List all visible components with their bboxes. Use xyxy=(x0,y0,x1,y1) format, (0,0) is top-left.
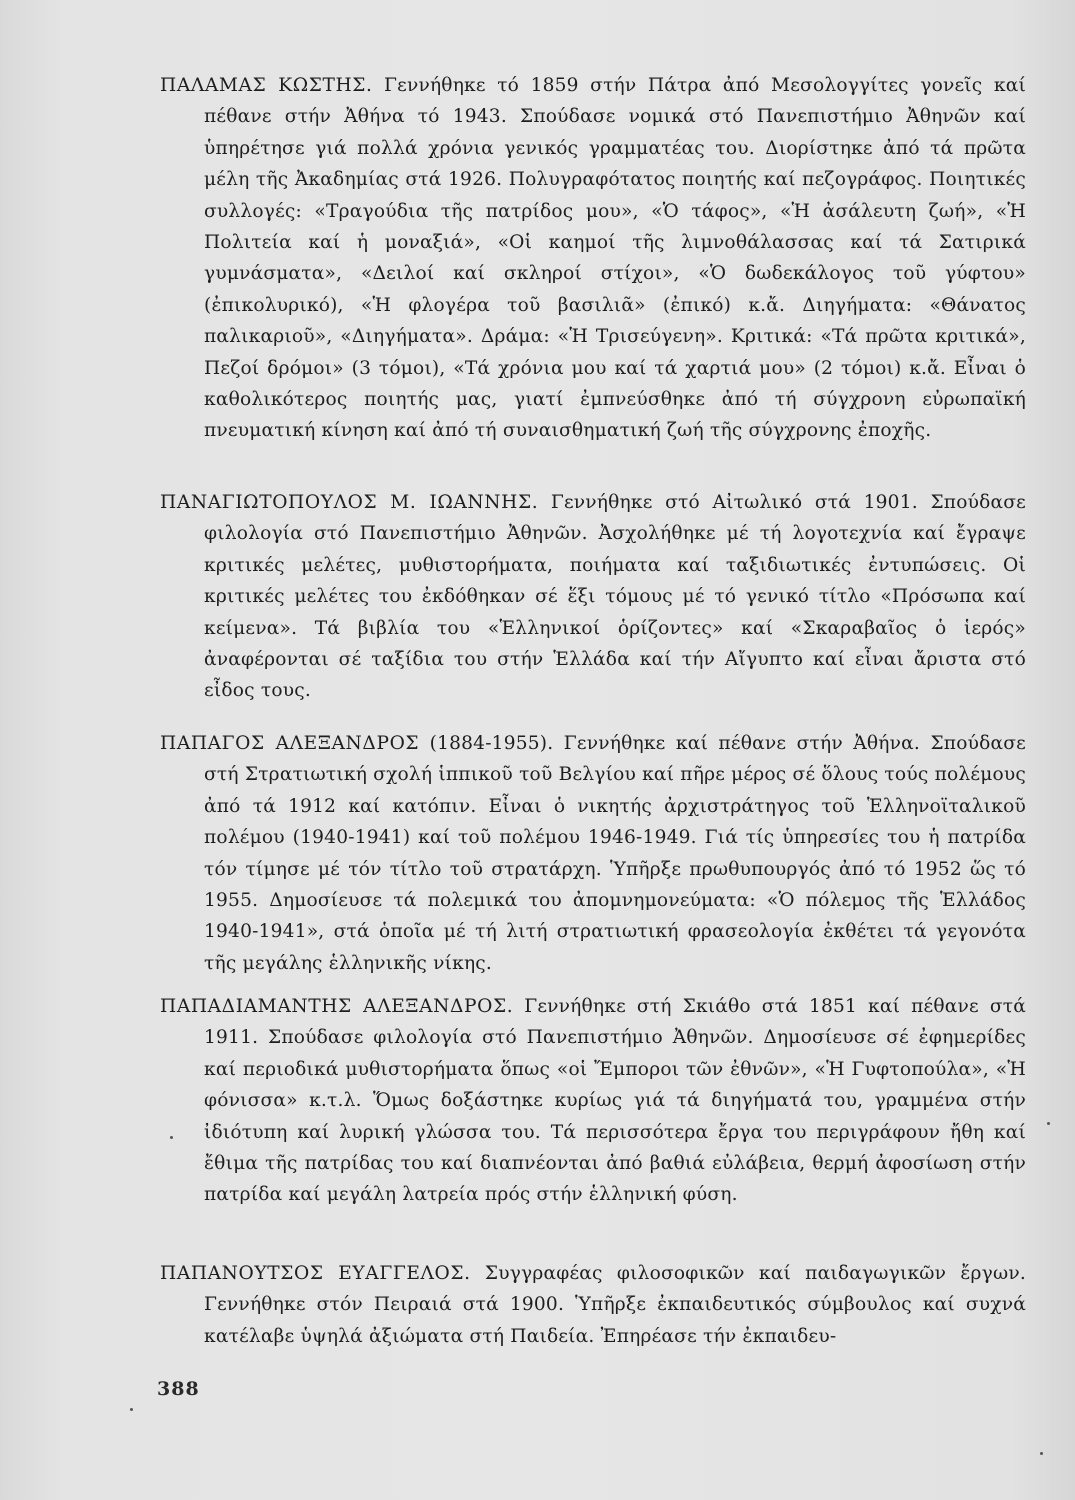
entry-body: Συγγραφέας φιλοσοφικῶν καί παιδαγωγικῶν ἔργων. Γεννήθηκε στόν Πειραιά στά 1900. Ὑπῆρξε ἐκπαιδευτικός σύμβουλος καί συχνά κατέλαβε ὑψηλά ἀξιώματα στή Παιδεία. Ἐπηρέασε τήν ἐκπαιδευ- xyxy=(204,1263,1026,1347)
biography-entry-panagiotopoulos xyxy=(160,487,1026,707)
entry-heading: ΠΑΛΑΜΑΣ ΚΩΣΤΗΣ. xyxy=(160,75,373,96)
biography-entry-papagos xyxy=(160,728,1026,979)
page-number: 388 xyxy=(157,1378,200,1400)
entry-heading: ΠΑΠΑΔΙΑΜΑΝΤΗΣ ΑΛΕΞΑΝΔΡΟΣ. xyxy=(160,996,514,1017)
entry-heading: ΠΑΠΑΝΟΥΤΣΟΣ ΕΥΑΓΓΕΛΟΣ. xyxy=(160,1263,471,1284)
entry-body: (1884-1955). Γεννήθηκε καί πέθανε στήν Ἀθήνα. Σπούδασε στή Στρατιωτική σχολή ἱππικοῦ τοῦ Βελγίου καί πῆρε μέρος σέ ὅλους τούς πολέμους ἀπό τά 1912 καί κατόπιν. Εἶναι ὁ νικητής ἀρχιστράτηγος τοῦ Ἑλληνοϊταλικοῦ πολέμου (1940-1941) καί τοῦ πολέμου 1946-1949. Γιά τίς ὑπηρεσίες του ἡ πατρίδα τόν τίμησε μέ τόν τίτλο τοῦ στρατάρχη. Ὑπῆρξε πρωθυπουργός ἀπό τό 1952 ὥς τό 1955. Δημοσίευσε τά πολεμικά του ἀπομνημονεύματα: «Ὁ πόλεμος τῆς Ἑλλάδος 1940-1941», στά ὁποῖα μέ τή λιτή στρατιωτική φρασεολογία ἐκθέτει τά γεγονότα τῆς μεγάλης ἑλληνικῆς νίκης. xyxy=(204,733,1027,974)
paper-speck xyxy=(1040,1452,1043,1455)
biography-entry-papanoutsos xyxy=(160,1258,1026,1352)
biography-entry-papadiamantis xyxy=(160,991,1026,1211)
entry-body: Γεννήθηκε στό Αἰτωλικό στά 1901. Σπούδασε φιλολογία στό Πανεπιστήμιο Ἀθηνῶν. Ἀσχολήθηκε μέ τή λογοτεχνία καί ἔγραψε κριτικές μελέτες, μυθιστορήματα, ποιήματα καί ταξιδιωτικές ἐντυπώσεις. Οἱ κριτικές μελέτες του ἐκδόθηκαν σέ ἕξι τόμους μέ τό γενικό τίτλο «Πρόσωπα καί κείμενα». Τά βιβλία του «Ἑλληνικοί ὁρίζοντες» καί «Σκαραβαῖος ὁ ἱερός» ἀναφέρονται σέ ταξίδια του στήν Ἑλλάδα καί τήν Αἴγυπτο καί εἶναι ἄριστα στό εἶδος τους. xyxy=(204,492,1027,702)
entry-body: Γεννήθηκε τό 1859 στήν Πάτρα ἀπό Μεσολογγίτες γονεῖς καί πέθανε στήν Ἀθήνα τό 1943. Σπούδασε νομικά στό Πανεπιστήμιο Ἀθηνῶν καί ὑπηρέτησε γιά πολλά χρόνια γενικός γραμματέας του. Διορίστηκε ἀπό τά πρῶτα μέλη τῆς Ἀκαδημίας στά 1926. Πολυγραφότατος ποιητής καί πεζογράφος. Ποιητικές συλλογές: «Τραγούδια τῆς πατρίδος μου», «Ὁ τάφος», «Ἡ ἀσάλευτη ζωή», «Ἡ Πολιτεία καί ἡ μοναξιά», «Οἱ καημοί τῆς λιμνοθάλασσας καί τά Σατιρικά γυμνάσματα», «Δειλοί καί σκληροί στίχοι», «Ὁ δωδεκάλογος τοῦ γύφτου» (ἐπικολυρικό), «Ἡ φλογέρα τοῦ βασιλιᾶ» (ἐπικό) κ.ἄ. Διηγήματα: «Θάνατος παλικαριοῦ», «Διηγήματα». Δράμα: «Ἡ Τρισεύγενη». Κριτικά: «Τά πρῶτα κριτικά», Πεζοί δρόμοι» (3 τόμοι), «Τά χρόνια μου καί τά χαρτιά μου» (2 τόμοι) κ.ἄ. Εἶναι ὁ καθολικότερος ποιητής μας, γιατί ἐμπνεύσθηκε ἀπό τή σύγχρονη εὐρωπαϊκή πνευματική κίνηση καί ἀπό τή συναισθηματική ζωή τῆς σύγχρονης ἐποχῆς. xyxy=(204,75,1026,442)
paper-speck xyxy=(170,1136,173,1139)
biography-entry-palamas xyxy=(160,70,1026,447)
entry-heading: ΠΑΠΑΓΟΣ ΑΛΕΞΑΝΔΡΟΣ xyxy=(160,733,420,754)
entry-body: Γεννήθηκε στή Σκιάθο στά 1851 καί πέθανε στά 1911. Σπούδασε φιλολογία στό Πανεπιστήμιο Ἀθηνῶν. Δημοσίευσε σέ ἐφημερίδες καί περιοδικά μυθιστορήματα ὅπως «οἱ Ἔμποροι τῶν ἐθνῶν», «Ἡ Γυφτοπούλα», «Ἡ φόνισσα» κ.τ.λ. Ὅμως δοξάστηκε κυρίως γιά τά διηγήματά του, γραμμένα στήν ἰδιότυπη καί λυρική γλώσσα του. Τά περισσότερα ἔργα του περιγράφουν ἤθη καί ἔθιμα τῆς πατρίδας του καί διαπνέονται ἀπό βαθιά εὐλάβεια, θερμή ἀφοσίωση στήν πατρίδα καί μεγάλη λατρεία πρός στήν ἑλληνική φύση. xyxy=(204,996,1026,1206)
paper-speck xyxy=(1047,1122,1050,1125)
paper-speck xyxy=(130,1408,133,1411)
entry-heading: ΠΑΝΑΓΙΩΤΟΠΟΥΛΟΣ Μ. ΙΩΑΝΝΗΣ. xyxy=(160,492,539,513)
